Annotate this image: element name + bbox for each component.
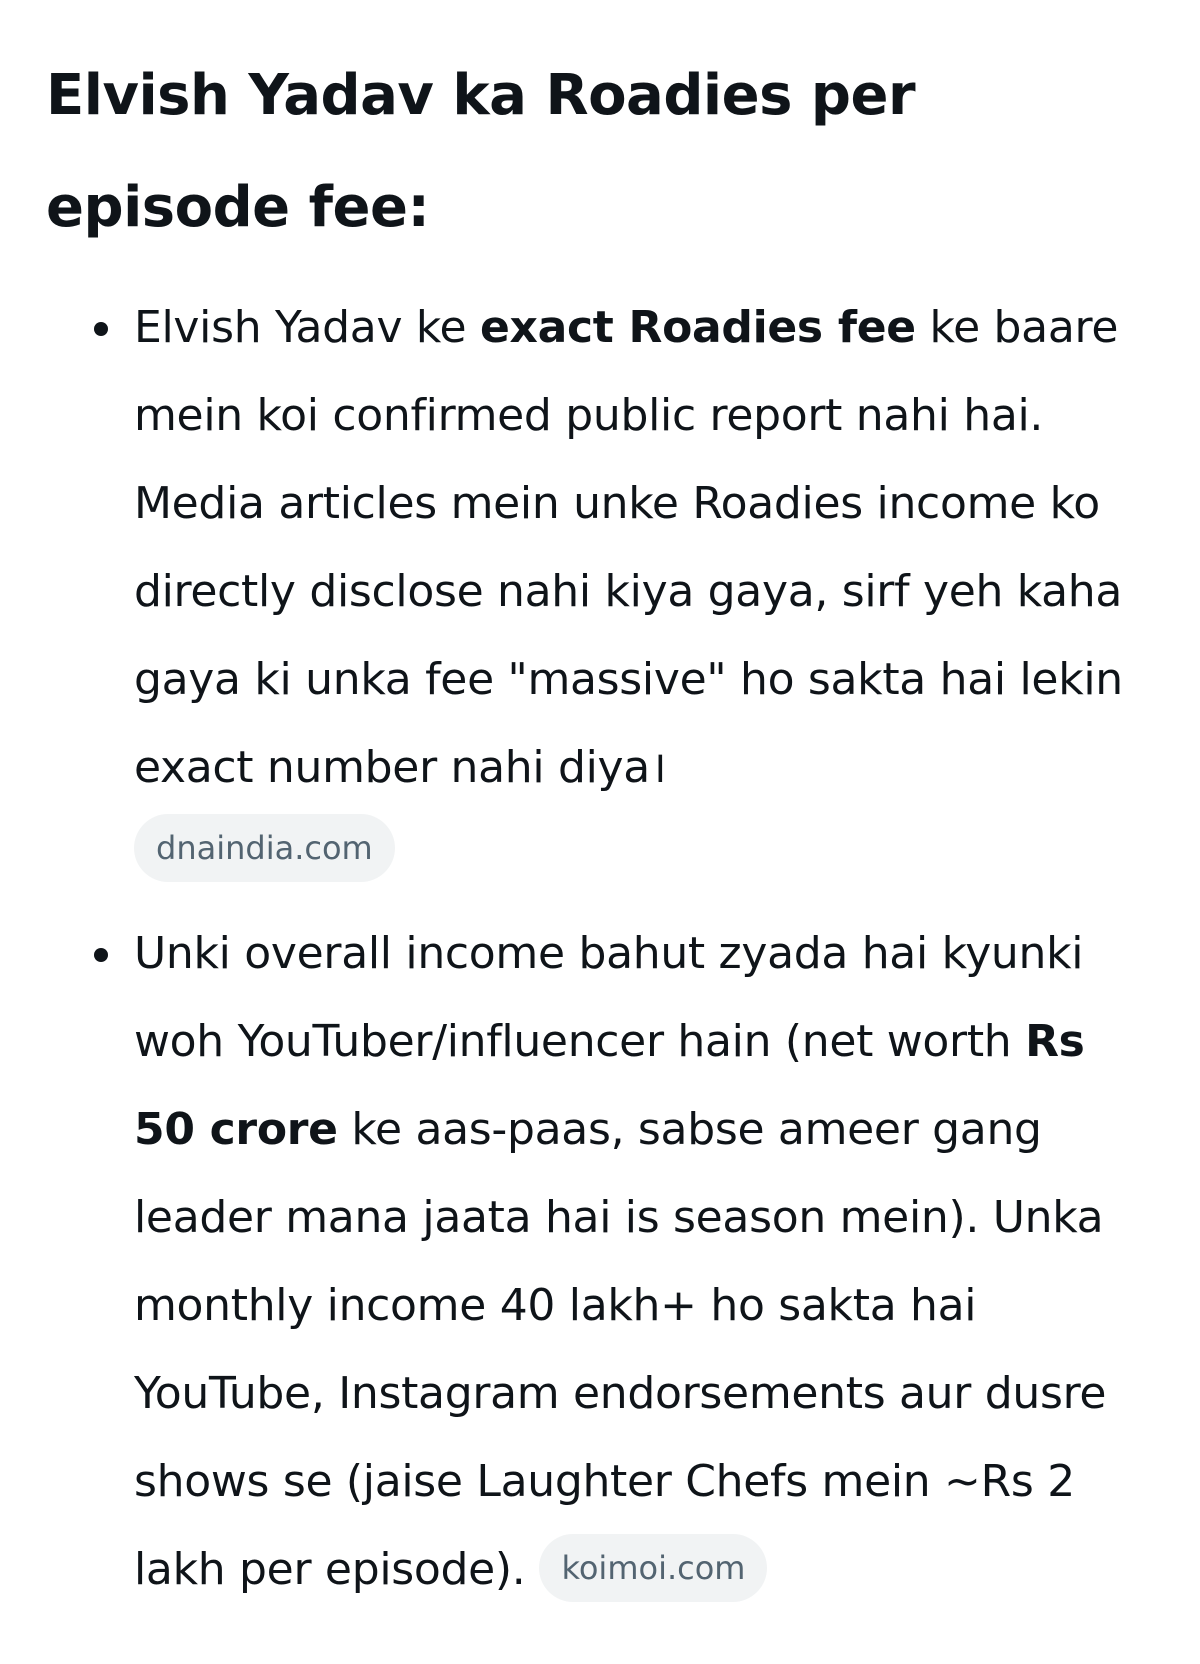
item-text-segment: ke baare mein koi confirmed public report nahi hai. Media articles mein unke Roadies income ko directly disclose nahi kiya gaya, sirf yeh kaha gaya ki unka fee "massive" ho sakta hai lekin exact number nahi diya। (134, 302, 1123, 793)
list-item (46, 284, 1140, 882)
source-chip-koimoi[interactable]: koimoi.com (539, 1534, 767, 1602)
item-text-segment: Elvish Yadav ke (134, 302, 480, 353)
bullet-dot-icon (94, 322, 108, 336)
item-text-bold-segment: exact Roadies fee (479, 302, 916, 353)
item-text-segment: Unki overall income bahut zyada hai kyunki woh YouTuber/influencer hain (net worth (134, 928, 1084, 1067)
list-item (46, 910, 1140, 1614)
item-text (134, 302, 1123, 793)
item-text (134, 928, 1106, 1595)
item-text-segment: ke aas-paas, sabse ameer gang leader mana jaata hai is season mein). Unka monthly income 40 lakh+ ho sakta hai YouTube, Instagram endorsements aur dusre shows se (jaise Laughter Chefs mein ~Rs 2 lakh per episode). (134, 1104, 1107, 1595)
bullet-dot-icon (94, 948, 108, 962)
source-chip-dnaindia[interactable]: dnaindia.com (134, 814, 395, 882)
section-heading: Elvish Yadav ka Roadies per episode fee: (46, 63, 916, 240)
item-text-bold-segment: Rs 50 crore (134, 1016, 1085, 1155)
bullet-list (46, 284, 1160, 1614)
